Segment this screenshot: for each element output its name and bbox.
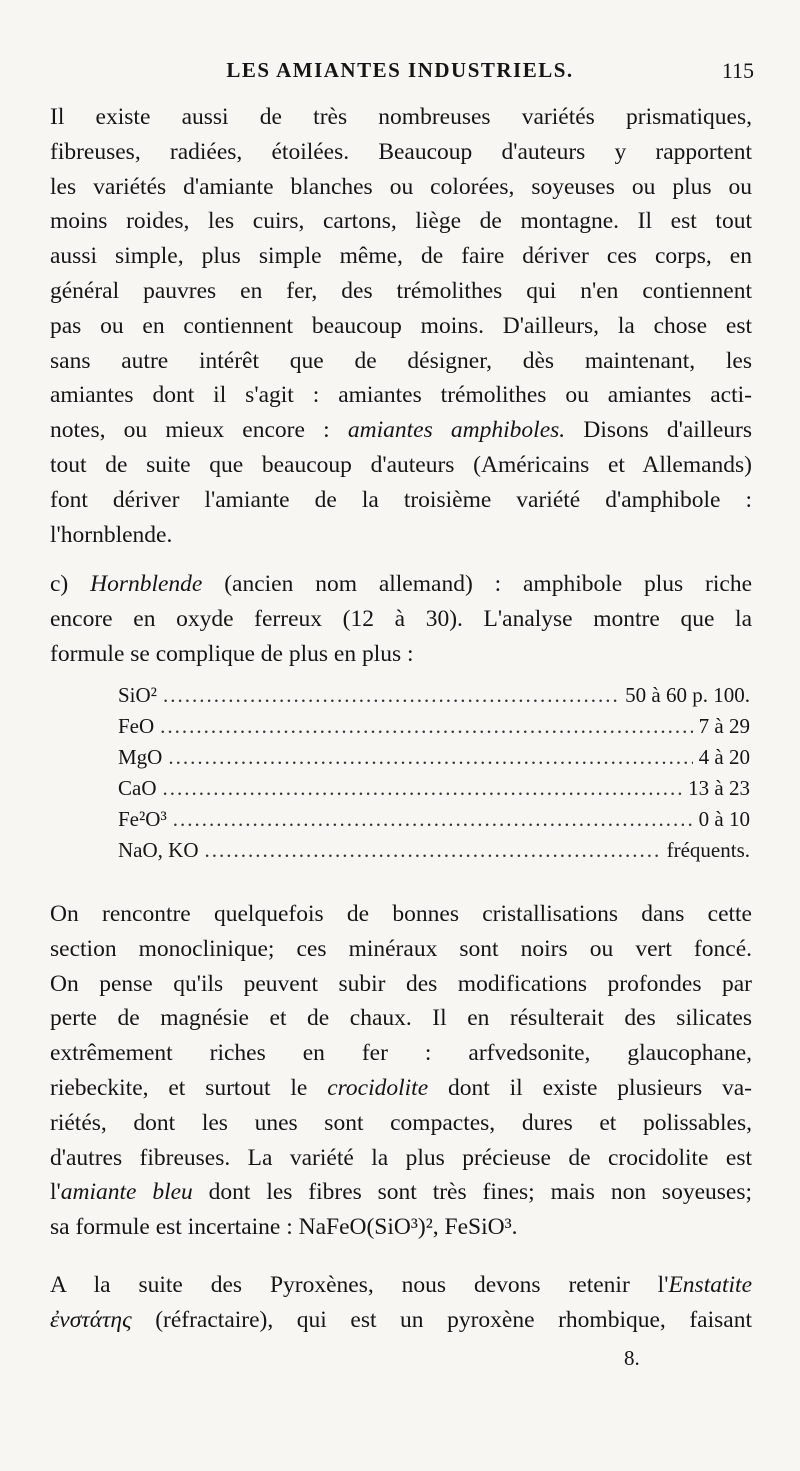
greek-word: ἐνστάτης — [50, 1306, 132, 1333]
leader-dots — [163, 776, 683, 801]
text-line: perte de magnésie et de chaux. Il en résulterait des silicates — [50, 1005, 752, 1032]
header-title: LES AMIANTES INDUSTRIELS. — [226, 58, 574, 82]
text-line: fibreuses, radiées, étoilées. Beaucoup d'auteurs y rapportent — [50, 138, 752, 165]
compound-name: Fe²O³ — [118, 807, 167, 831]
paragraph-varieties — [50, 100, 752, 552]
emphasis-amiantes-amphiboles: amiantes amphiboles. — [347, 417, 566, 444]
leader-dots — [173, 807, 693, 832]
leader-dots — [163, 683, 619, 708]
text-line: sa formule est incertaine : NaFeO(SiO³)², FeSiO³. — [50, 1214, 518, 1241]
text-line: les variétés d'amiante blanches ou colorées, soyeuses ou plus ou — [50, 173, 752, 200]
compound-name: CaO — [118, 776, 157, 800]
text-line — [50, 567, 752, 602]
text-line: pas ou en contiennent beaucoup moins. D'ailleurs, la chose est — [50, 312, 752, 339]
compound-name: NaO, KO — [118, 838, 199, 862]
compound-name: FeO — [118, 714, 155, 738]
text-fragment: l' — [50, 1179, 61, 1206]
compound-value: 0 à 10 — [698, 807, 750, 831]
running-header — [0, 58, 800, 92]
text-line: On pense qu'ils peuvent subir des modifications profondes par — [50, 970, 752, 997]
text-fragment: (ancien nom allemand) : amphibole plus riche — [202, 571, 752, 597]
text-fragment: Disons d'ailleurs — [565, 417, 752, 444]
text-fragment: dont les fibres sont très fines; mais non soyeuses; — [192, 1179, 753, 1206]
text-line: formule se complique de plus en plus : — [50, 640, 414, 667]
composition-table — [118, 683, 750, 869]
leader-dots — [168, 745, 692, 770]
text-line — [50, 413, 752, 448]
text-line: riétés, dont les unes sont compactes, dures et polissables, — [50, 1109, 752, 1136]
text-line: d'autres fibreuses. La variété la plus précieuse de crocidolite est — [50, 1144, 752, 1171]
compound-name: SiO² — [118, 683, 157, 707]
text-fragment: notes, ou mieux encore : — [50, 417, 348, 444]
text-line: amiantes dont il s'agit : amiantes trémolithes ou amiantes acti- — [50, 382, 752, 409]
compound-value: 7 à 29 — [698, 714, 750, 738]
text-line: font dériver l'amiante de la troisième variété d'amphibole : — [50, 486, 752, 513]
text-line — [50, 1268, 752, 1303]
text-line: tout de suite que beaucoup d'auteurs (Américains et Allemands) — [50, 451, 752, 478]
emphasis-crocidolite: crocidolite — [327, 1074, 429, 1101]
emphasis-enstatite: Enstatite — [668, 1272, 752, 1298]
table-row — [118, 807, 750, 838]
paragraph-crystallisations — [50, 897, 752, 1245]
text-line: Il existe aussi de très nombreuses variétés prismatiques, — [50, 104, 752, 130]
text-line: aussi simple, plus simple même, de faire dériver ces corps, en — [50, 243, 752, 270]
text-line: extrêmement riches en fer : arfvedsonite, glaucophane, — [50, 1040, 752, 1067]
text-line — [50, 1175, 752, 1210]
table-row — [118, 683, 750, 714]
text-line: général pauvres en fer, des trémolithes qui n'en contiennent — [50, 277, 752, 304]
text-fragment: riebeckite, et surtout le — [50, 1074, 328, 1101]
table-row — [118, 776, 750, 807]
paragraph-pyroxenes — [50, 1268, 752, 1338]
emphasis-hornblende: Hornblende — [90, 571, 203, 597]
paragraph-hornblende — [50, 567, 752, 671]
leader-dots — [160, 714, 693, 739]
text-fragment: dont il existe plusieurs va- — [428, 1074, 752, 1101]
table-row — [118, 745, 750, 776]
compound-name: MgO — [118, 745, 163, 769]
text-line: On rencontre quelquefois de bonnes cristallisations dans cette — [50, 901, 752, 927]
table-row — [118, 838, 750, 869]
text-fragment: (réfractaire), qui est un pyroxène rhombique, faisant — [131, 1306, 752, 1333]
compound-value: fréquents. — [666, 838, 750, 862]
text-line — [50, 1303, 752, 1338]
text-line: sans autre intérêt que de désigner, dès maintenant, les — [50, 347, 752, 374]
signature-mark: 8. — [624, 1346, 640, 1370]
table-row — [118, 714, 750, 745]
text-line: encore en oxyde ferreux (12 à 30). L'analyse montre que la — [50, 605, 752, 632]
leader-dots — [204, 838, 660, 863]
compound-value: 4 à 20 — [698, 745, 750, 769]
compound-value: 13 à 23 — [688, 776, 750, 800]
text-fragment: A la suite des Pyroxènes, nous devons retenir l' — [50, 1272, 669, 1298]
text-line — [50, 1071, 752, 1106]
compound-value: 50 à 60 p. 100. — [625, 683, 750, 707]
page-number: 115 — [721, 58, 754, 83]
text-line: section monoclinique; ces minéraux sont noirs ou vert foncé. — [50, 935, 752, 962]
text-line: moins roides, les cuirs, cartons, liège de montagne. Il est tout — [50, 208, 752, 235]
emphasis-amiante-bleu: amiante bleu — [60, 1179, 193, 1206]
text-fragment: c) — [50, 571, 91, 597]
text-line: l'hornblende. — [50, 521, 173, 548]
